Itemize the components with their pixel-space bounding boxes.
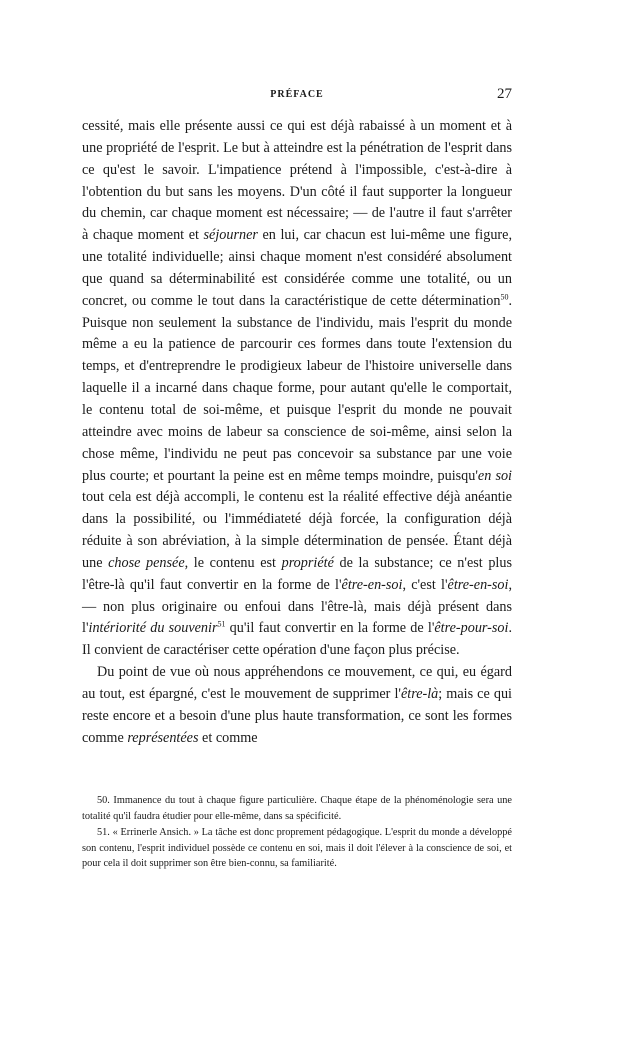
paragraph-1 (82, 116, 512, 662)
emphasis: chose pensée (108, 554, 185, 571)
text-run: , c'est l' (402, 576, 448, 593)
text-run: de la substance; ce n'est plus l'être-là qu'il faut convertir en la forme de l' (82, 554, 512, 593)
footnote-50: 50. Immanence du tout à chaque figure particulière. Chaque étape de la phénoménologie sera une totalité qu'il faudra étudier pour elle-même, dans sa spécificité. (82, 795, 512, 822)
text-run: qu'il faut convertir en la forme de l' (225, 620, 435, 637)
page-number: 27 (497, 86, 512, 102)
emphasis: intériorité du souvenir (88, 620, 218, 637)
footnote-ref-50: 50 (500, 292, 509, 302)
text-run: Du point de vue où nous appréhendons ce mouvement, ce qui, eu égard au tout, est épargné, c'est le mouvement de supprimer l' (82, 664, 512, 702)
emphasis: représentées (127, 729, 199, 746)
main-text (82, 116, 512, 749)
running-title: PRÉFACE (270, 89, 324, 100)
text-run: tout cela est déjà accompli, le contenu est la réalité effective déjà anéantie dans la possibilité, ou l'immédiateté déjà forcée, la configuration déjà réduite à son abréviation, à la simple détermination de pensée. Étant déjà une (82, 489, 512, 571)
text-run: , le contenu est (184, 554, 282, 571)
text-run: en lui, car chacun est lui-même une figure, une totalité individuelle; ainsi chaque moment n'est considéré absolument que quand sa déterminabilité est considérée comme une totalité, ou un concret, ou comme le tout dans la caractéristique de cette détermination (82, 227, 512, 309)
footnote-51: 51. « Errinerle Ansich. » La tâche est donc proprement pédagogique. L'esprit du monde a développé son contenu, l'esprit individuel possède ce contenu en soi, mais il doit l'élever à la conscience de soi, et pour cela il doit supprimer son être bien-connu, sa familiarité. (82, 827, 512, 869)
emphasis: en soi (477, 467, 513, 484)
text-run: . Puisque non seulement la substance de l'individu, mais l'esprit du monde même a eu la patience de parcourir ces formes dans toute l'extension du temps, et d'entreprendre le prodigieux labeur de l'histoire universelle dans laquelle il a incarné dans chaque forme, pour autant qu'elle le comportait, le contenu total de soi-même, et puisque l'esprit du monde ne pouvait atteindre avec moins de labeur sa conscience de soi-même, ainsi selon la chose même, l'individu ne peut pas concevoir sa substance par une voie plus courte; et pourtant la peine est en même temps moindre, puisqu' (82, 292, 512, 484)
text-run: et comme (198, 729, 258, 746)
emphasis: propriété (281, 554, 334, 571)
text-run: , — non plus originaire ou enfoui dans l'être-là, mais déjà présent dans l' (82, 576, 512, 637)
emphasis: être-en-soi (447, 576, 509, 593)
paragraph-2 (82, 662, 512, 749)
footnote-ref-51: 51 (217, 619, 226, 629)
emphasis: être-pour-soi (434, 620, 509, 637)
emphasis: séjourner (203, 227, 258, 244)
emphasis: être-là (400, 685, 439, 702)
text-run: cessité, mais elle présente aussi ce qui est déjà rabaissé à un moment et à une propriété de l'esprit. Le but à atteindre est la pénétration de l'esprit dans ce qu'est le savoir. L'impatience prétend à l'impossible, c'est-à-dire à l'obtention du but sans les moyens. D'un côté il faut supporter la longueur du chemin, car chaque moment est nécessaire; — de l'autre il faut s'arrêter à chaque moment et (82, 118, 512, 244)
footnotes (82, 793, 512, 872)
text-run: ; mais ce qui reste encore et a besoin d'une plus haute transformation, ce sont les formes comme (82, 685, 512, 746)
text-run: . Il convient de caractériser cette opération d'une façon plus précise. (82, 620, 512, 659)
page-header (82, 86, 512, 106)
emphasis: être-en-soi (341, 576, 403, 593)
